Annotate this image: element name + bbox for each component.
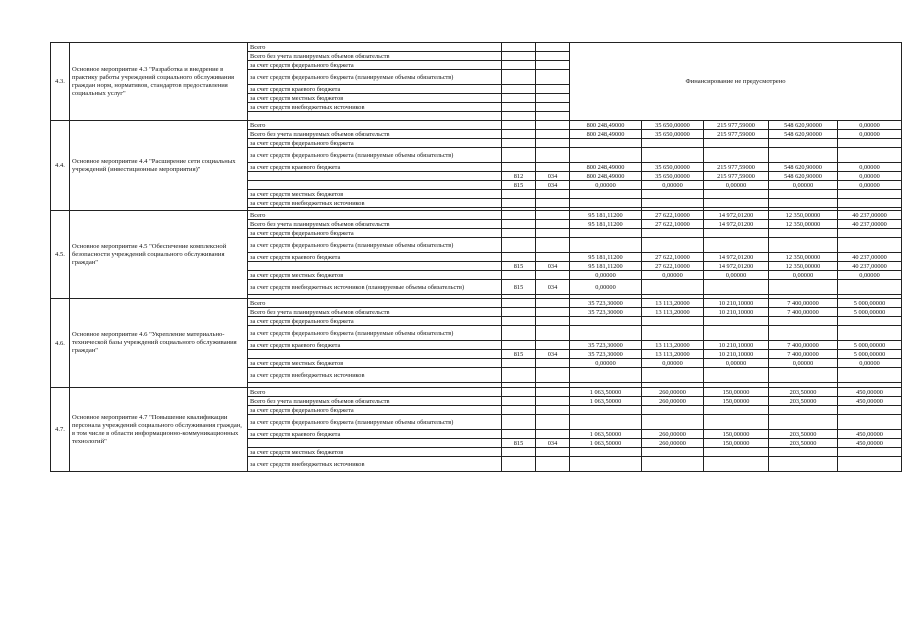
row-label: Всего: [248, 299, 502, 308]
section-title: Основное мероприятие 4.6 "Укрепление материально-технической базы учреждений социального обслуживания граждан": [70, 299, 248, 388]
row-label: Всего без учета планируемых объемов обязательств: [248, 308, 502, 317]
row-label: за счет средств внебюджетных источников: [248, 457, 502, 472]
cell-value: 0,00000: [838, 121, 902, 130]
cell-value: 7 400,00000: [769, 299, 838, 308]
cell-value: 0,00000: [838, 130, 902, 139]
section-index: 4.4.: [51, 121, 70, 211]
row-label: Всего без учета планируемых объемов обязательств: [248, 130, 502, 139]
cell-value: 14 972,01200: [704, 220, 769, 229]
cell-value: 12 350,00000: [769, 220, 838, 229]
cell-value: 1 063,50000: [570, 397, 642, 406]
cell-value: 5 000,00000: [838, 350, 902, 359]
cell-value: 0,00000: [570, 181, 642, 190]
cell-value: 95 181,11200: [570, 262, 642, 271]
code-cell: 034: [536, 280, 570, 295]
cell-value: 0,00000: [642, 181, 704, 190]
cell-value: 95 181,11200: [570, 220, 642, 229]
cell-value: 215 977,59000: [704, 130, 769, 139]
cell-value: 548 620,90000: [769, 163, 838, 172]
cell-value: 215 977,59000: [704, 163, 769, 172]
cell-value: 260,00000: [642, 439, 704, 448]
cell-value: 450,00000: [838, 397, 902, 406]
cell-value: 203,50000: [769, 388, 838, 397]
row-label: за счет средств краевого бюджета: [248, 341, 502, 350]
cell-value: 0,00000: [838, 163, 902, 172]
cell-value: 35 650,00000: [642, 172, 704, 181]
row-label: Всего без учета планируемых объемов обязательств: [248, 220, 502, 229]
cell-value: 0,00000: [704, 181, 769, 190]
cell-value: 10 210,10000: [704, 350, 769, 359]
cell-value: 12 350,00000: [769, 262, 838, 271]
row-label: за счет средств краевого бюджета: [248, 85, 502, 94]
code-cell: 815: [502, 181, 536, 190]
row-label: за счет средств внебюджетных источников (планируемые объемы обязательств): [248, 280, 502, 295]
section-index: 4.7.: [51, 388, 70, 472]
table-row: [51, 211, 902, 220]
cell-value: 150,00000: [704, 439, 769, 448]
cell-value: 14 972,01200: [704, 253, 769, 262]
row-label: за счет средств краевого бюджета: [248, 163, 502, 172]
cell-value: 0,00000: [838, 181, 902, 190]
cell-value: 0,00000: [704, 359, 769, 368]
code-cell: 815: [502, 262, 536, 271]
row-label: Всего: [248, 121, 502, 130]
cell-value: 40 237,00000: [838, 211, 902, 220]
cell-value: 215 977,59000: [704, 172, 769, 181]
cell-value: 1 063,50000: [570, 439, 642, 448]
cell-value: 10 210,10000: [704, 308, 769, 317]
row-label: Всего без учета планируемых объемов обязательств: [248, 52, 502, 61]
row-label: за счет средств внебюджетных источников: [248, 103, 502, 112]
section-title: Основное мероприятие 4.5 "Обеспечение комплексной безопасности учреждений социального обслуживания граждан": [70, 211, 248, 299]
code-cell: 815: [502, 280, 536, 295]
cell-value: 203,50000: [769, 430, 838, 439]
cell-value: 95 181,11200: [570, 211, 642, 220]
cell-value: 35 650,00000: [642, 121, 704, 130]
row-label: за счет средств федерального бюджета: [248, 61, 502, 70]
cell-value: 548 620,90000: [769, 172, 838, 181]
cell-value: 13 113,20000: [642, 350, 704, 359]
cell-value: 27 622,10000: [642, 262, 704, 271]
cell-value: 800 248,49000: [570, 121, 642, 130]
cell-value: 5 000,00000: [838, 341, 902, 350]
code-cell: 815: [502, 350, 536, 359]
row-label: за счет средств внебюджетных источников: [248, 368, 502, 383]
row-label: за счет средств федерального бюджета: [248, 317, 502, 326]
section-title: Основное мероприятие 4.4 "Расширение сети социальных учреждений (инвестиционные мероприятия)": [70, 121, 248, 211]
not-planned-note: Финансирование не предусмотрено: [570, 43, 902, 121]
row-label: за счет средств федерального бюджета (планируемые объемы обязательств): [248, 148, 502, 163]
row-label: за счет средств краевого бюджета: [248, 253, 502, 262]
cell-value: 260,00000: [642, 388, 704, 397]
cell-value: 0,00000: [570, 280, 642, 295]
cell-value: 215 977,59000: [704, 121, 769, 130]
cell-value: 150,00000: [704, 430, 769, 439]
cell-value: 0,00000: [570, 359, 642, 368]
cell-value: 5 000,00000: [838, 308, 902, 317]
row-label: за счет средств федерального бюджета (планируемые объемы обязательств): [248, 70, 502, 85]
cell-value: 12 350,00000: [769, 253, 838, 262]
cell-value: 12 350,00000: [769, 211, 838, 220]
cell-value: 13 113,20000: [642, 299, 704, 308]
row-label: Всего: [248, 388, 502, 397]
row-label: за счет средств федерального бюджета: [248, 406, 502, 415]
cell-value: 27 622,10000: [642, 220, 704, 229]
cell-value: 35 723,30000: [570, 341, 642, 350]
row-label: за счет средств местных бюджетов: [248, 94, 502, 103]
section-title: Основное мероприятие 4.3 "Разработка и внедрение в практику работы учреждений социального обслуживания граждан норм, нормативов, стандартов предоставления социальных услуг": [70, 43, 248, 121]
code-cell: 034: [536, 262, 570, 271]
cell-value: 150,00000: [704, 388, 769, 397]
row-label: Всего без учета планируемых объемов обязательств: [248, 397, 502, 406]
cell-value: 450,00000: [838, 388, 902, 397]
cell-value: 0,00000: [704, 271, 769, 280]
row-label: за счет средств федерального бюджета: [248, 229, 502, 238]
cell-value: 548 620,90000: [769, 121, 838, 130]
code-cell: 815: [502, 439, 536, 448]
cell-value: 450,00000: [838, 430, 902, 439]
code-cell: 034: [536, 181, 570, 190]
table-row: [51, 121, 902, 130]
cell-value: 0,00000: [642, 271, 704, 280]
cell-value: 260,00000: [642, 430, 704, 439]
section-index: 4.3.: [51, 43, 70, 121]
cell-value: 260,00000: [642, 397, 704, 406]
row-label: за счет средств федерального бюджета (планируемые объемы обязательств): [248, 238, 502, 253]
cell-value: 40 237,00000: [838, 262, 902, 271]
code-cell: 034: [536, 172, 570, 181]
cell-value: 800 248,49000: [570, 172, 642, 181]
code-cell: 034: [536, 350, 570, 359]
cell-value: 7 400,00000: [769, 341, 838, 350]
cell-value: 450,00000: [838, 439, 902, 448]
row-label: за счет средств краевого бюджета: [248, 430, 502, 439]
cell-value: 203,50000: [769, 439, 838, 448]
cell-value: 10 210,10000: [704, 341, 769, 350]
cell-value: 0,00000: [642, 359, 704, 368]
row-label: за счет средств федерального бюджета: [248, 139, 502, 148]
row-label: за счет средств местных бюджетов: [248, 448, 502, 457]
cell-value: 95 181,11200: [570, 253, 642, 262]
cell-value: 1 063,50000: [570, 430, 642, 439]
cell-value: 0,00000: [570, 271, 642, 280]
row-label: за счет средств федерального бюджета (планируемые объемы обязательств): [248, 326, 502, 341]
cell-value: 14 972,01200: [704, 262, 769, 271]
cell-value: 0,00000: [838, 172, 902, 181]
row-label: за счет средств местных бюджетов: [248, 190, 502, 199]
section-index: 4.5.: [51, 211, 70, 299]
cell-value: 800 248,49000: [570, 130, 642, 139]
financing-table: [50, 42, 902, 472]
section-title: Основное мероприятие 4.7 "Повышение квалификации персонала учреждений социального обслуживания граждан, в том числе в области информационно-коммуникационных технологий": [70, 388, 248, 472]
cell-value: 0,00000: [838, 359, 902, 368]
table-row: [51, 43, 902, 52]
cell-value: 0,00000: [838, 271, 902, 280]
row-label: за счет средств местных бюджетов: [248, 271, 502, 280]
cell-value: 0,00000: [769, 359, 838, 368]
cell-value: 13 113,20000: [642, 308, 704, 317]
cell-value: 0,00000: [769, 181, 838, 190]
code-cell: 812: [502, 172, 536, 181]
cell-value: 40 237,00000: [838, 220, 902, 229]
cell-value: 35 650,00000: [642, 130, 704, 139]
row-label: за счет средств внебюджетных источников: [248, 199, 502, 208]
row-label: за счет средств местных бюджетов: [248, 359, 502, 368]
cell-value: 5 000,00000: [838, 299, 902, 308]
cell-value: 27 622,10000: [642, 211, 704, 220]
cell-value: 13 113,20000: [642, 341, 704, 350]
section-index: 4.6.: [51, 299, 70, 388]
row-label: Всего: [248, 211, 502, 220]
cell-value: 14 972,01200: [704, 211, 769, 220]
cell-value: 548 620,90000: [769, 130, 838, 139]
cell-value: 7 400,00000: [769, 308, 838, 317]
cell-value: 150,00000: [704, 397, 769, 406]
cell-value: 35 723,30000: [570, 299, 642, 308]
cell-value: 35 723,30000: [570, 308, 642, 317]
cell-value: 0,00000: [769, 271, 838, 280]
row-label: за счет средств федерального бюджета (планируемые объемы обязательств): [248, 415, 502, 430]
cell-value: 800 248,49000: [570, 163, 642, 172]
table-row: [51, 299, 902, 308]
cell-value: 10 210,10000: [704, 299, 769, 308]
cell-value: 35 723,30000: [570, 350, 642, 359]
cell-value: 1 063,50000: [570, 388, 642, 397]
cell-value: 35 650,00000: [642, 163, 704, 172]
cell-value: 203,50000: [769, 397, 838, 406]
cell-value: 27 622,10000: [642, 253, 704, 262]
cell-value: 40 237,00000: [838, 253, 902, 262]
cell-value: 7 400,00000: [769, 350, 838, 359]
table-row: [51, 388, 902, 397]
code-cell: 034: [536, 439, 570, 448]
row-label: Всего: [248, 43, 502, 52]
